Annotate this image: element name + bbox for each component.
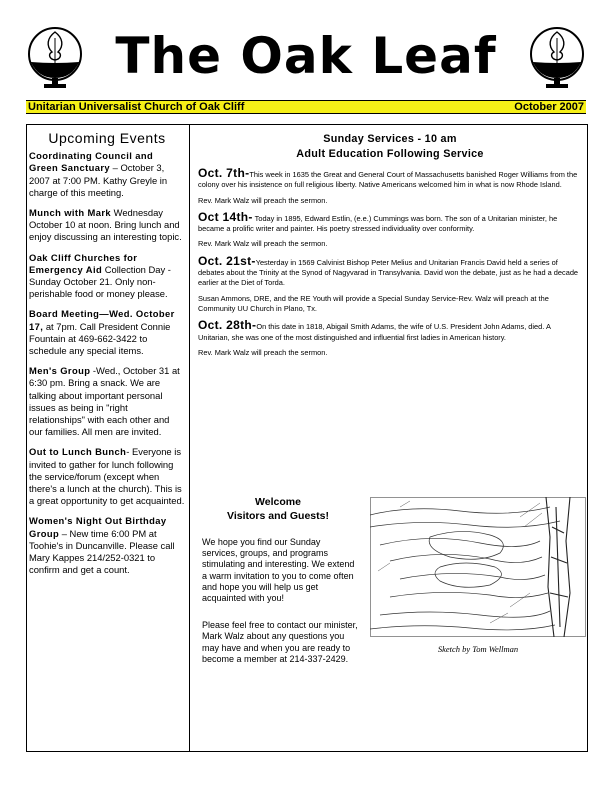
event-item: [29, 150, 185, 199]
event-title: Out to Lunch Bunch: [29, 446, 127, 458]
event-body: – October 3, 2007 at 7:00 PM. Kathy Greyle in charge of this meeting.: [29, 162, 168, 198]
chalice-oak-logo: [528, 24, 586, 94]
event-title: Women's Night Out Birthday Group: [29, 515, 167, 539]
service-entry: [198, 209, 582, 250]
service-date: Oct. 28th-: [198, 318, 257, 333]
welcome-heading: [198, 496, 358, 523]
welcome-paragraph: We hope you find our Sunday services, groups, and programs stimulating and interesting. We extend a warm invitation to you to come often and hope you will help us get acquainted with you!: [202, 537, 355, 604]
newsletter-title: The Oak Leaf: [115, 27, 497, 85]
event-item: [29, 515, 185, 576]
chalice-oak-logo: [26, 24, 84, 94]
event-title: Coordinating Council and Green Sanctuary: [29, 150, 154, 174]
welcome-section: [198, 496, 358, 681]
landscape-sketch: [370, 497, 586, 637]
event-item: [29, 365, 185, 438]
service-text: This week in 1635 the Great and General Court of Massachusetts banished Roger Williams from the colony over his insistence on full religious liberty. Native Americans welcomed him in what is now Rhode Island.: [198, 170, 578, 190]
masthead-banner: [26, 100, 586, 114]
sunday-services-section: [198, 132, 582, 358]
event-item: [29, 308, 185, 357]
service-note: Rev. Mark Walz will preach the sermon.: [198, 239, 328, 249]
service-entry: [198, 168, 582, 206]
event-body: Collection Day -Sunday October 21. Only non-perishable food or money please.: [29, 263, 171, 300]
events-heading: Upcoming Events: [48, 130, 166, 146]
event-title: Oak Cliff Churches for Emergency Aid: [29, 251, 138, 275]
event-item: [29, 207, 185, 244]
service-date: Oct 14th-: [198, 209, 253, 224]
event-body: – New time 6:00 PM at Toohie's in Duncanville. Please call Mary Kappes 214/252-0321 to confirm and get a count.: [29, 527, 175, 576]
event-item: [29, 446, 185, 507]
welcome-heading-line1: Welcome: [255, 496, 301, 508]
event-title: Munch with Mark: [29, 207, 112, 219]
event-item: [29, 252, 185, 301]
adult-education-heading: Adult Education Following Service: [296, 148, 484, 160]
services-heading: Sunday Services - 10 am: [323, 133, 457, 145]
event-body: -Wed., October 31 at 6:30 pm. Bring a snack. We are talking about important personal issues as being in "right relationships" with each other and our families. All men are invited.: [29, 365, 180, 438]
upcoming-events-column: [29, 132, 185, 585]
service-text: On this date in 1818, Abigail Smith Adams, the wife of U.S. President John Adams, died. A Unitarian, she was one of the most distinguished and influential first ladies in American history.: [198, 322, 551, 342]
contact-paragraph: Please feel free to contact our minister, Mark Walz about any questions you may have and when you are ready to become a member at 214-337-2429.: [202, 620, 358, 664]
service-date: Oct. 21st-: [198, 253, 256, 268]
service-entry: [198, 253, 582, 314]
sketch-caption: Sketch by Tom Wellman: [437, 644, 519, 654]
event-title: Men's Group: [29, 365, 91, 377]
event-body: Wednesday October 10 at noon. Bring lunch and enjoy discussing an interesting topic.: [29, 207, 182, 243]
service-note: Rev. Mark Walz will preach the sermon.: [198, 195, 328, 205]
church-name: Unitarian Universalist Church of Oak Cliff: [28, 101, 245, 113]
service-entry: [198, 320, 582, 358]
service-date: Oct. 7th-: [198, 166, 250, 180]
event-body: - Everyone is invited to gather for lunch following the service/forum (except when there's a lunch at the church). This is a great opportunity to get acquainted.: [29, 446, 185, 507]
issue-date: October 2007: [514, 101, 584, 113]
column-divider: [189, 124, 190, 752]
service-text: Yesterday in 1569 Calvinist Bishop Peter Melius and Unitarian Francis David held a series of debates about the Trinity at the Synod of Nagyvarad in Transylvania. David won the debate, just as he had a decade earlier at the Diet of Torda.: [198, 257, 579, 288]
event-body: at 7pm. Call President Connie Fountain at 469-662-3422 to schedule any special items.: [29, 320, 171, 357]
service-text: Today in 1895, Edward Estlin, (e.e.) Cummings was born. The son of a Unitarian minister, he became a prolific writer and painter. His poetry stressed individuality over conformity.: [198, 213, 558, 234]
welcome-heading-line2: Visitors and Guests!: [227, 509, 329, 522]
service-note: Susan Ammons, DRE, and the RE Youth will provide a Special Sunday Service-Rev. Walz will preach at the Community UU Church in Plano, Tx.: [198, 293, 549, 313]
service-note: Rev. Mark Walz will preach the sermon.: [198, 347, 328, 357]
event-title: Board Meeting—Wed. October 17,: [29, 308, 175, 332]
